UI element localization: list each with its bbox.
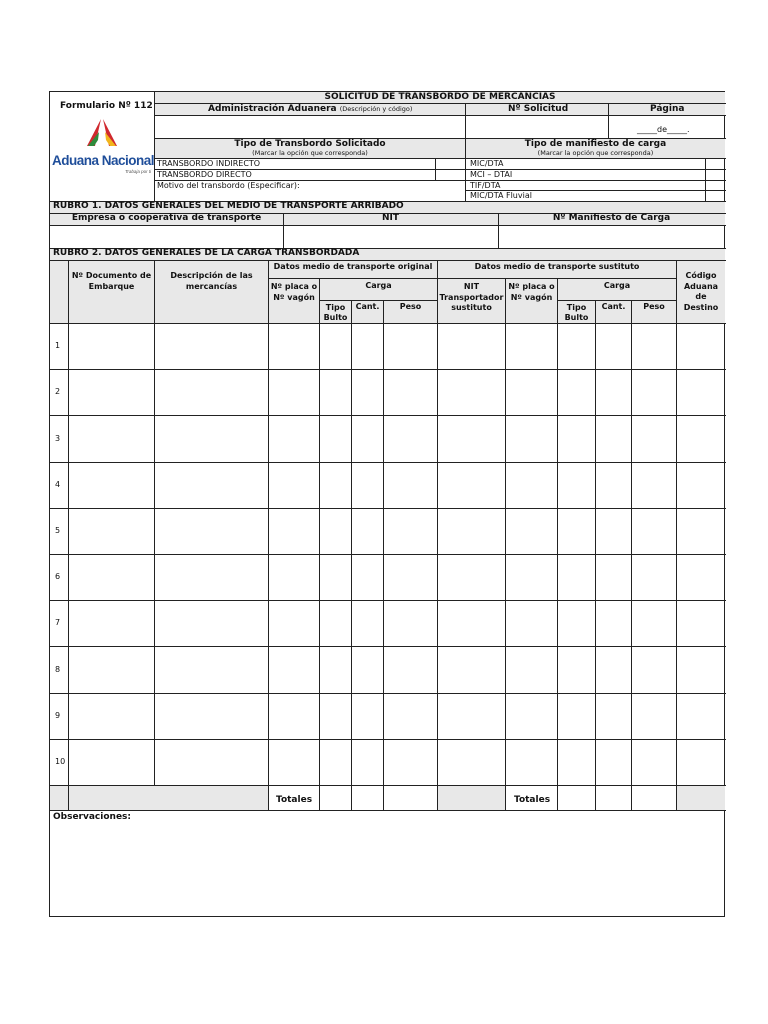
form-title: SOLICITUD DE TRANSBORDO DE MERCANCIAS: [324, 92, 556, 102]
option-mci-dtai: MCI – DTAI: [470, 170, 513, 179]
row-number: 4: [55, 479, 61, 489]
row-number: 5: [55, 525, 61, 535]
solicitud-field[interactable]: [466, 116, 608, 138]
row-number: 7: [55, 618, 61, 628]
table-row[interactable]: [69, 324, 725, 369]
col-codigo-aduana: Código Aduana de Destino: [683, 271, 719, 312]
col-datos-original: Datos medio de transporte original: [273, 262, 433, 271]
table-row[interactable]: [69, 463, 725, 508]
option-transbordo-directo: TRANSBORDO DIRECTO: [157, 170, 252, 179]
row-number: 1: [55, 341, 61, 351]
row-number: 10: [55, 756, 66, 766]
table-row[interactable]: [69, 601, 725, 646]
col-cant-sustituto: Cant.: [601, 302, 626, 311]
manifiesto-field[interactable]: [499, 226, 725, 248]
transbordo-form: [49, 91, 725, 917]
checkbox-transbordo-directo[interactable]: [435, 169, 465, 180]
col-datos-sustituto: Datos medio de transporte sustituto: [474, 262, 640, 271]
row-number: 9: [55, 710, 61, 720]
option-mic-dta-fluvial: MIC/DTA Fluvial: [470, 191, 532, 200]
col-descripcion: Descripción de las mercancías: [170, 271, 253, 291]
solicitud-label: Nº Solicitud: [508, 104, 569, 114]
col-carga-original: Carga: [365, 281, 392, 290]
table-row[interactable]: [69, 555, 725, 600]
col-nit-sustituto: NIT Transportador sustituto: [439, 282, 504, 312]
empresa-field[interactable]: [50, 226, 283, 248]
pagina-label: Página: [650, 104, 685, 114]
form-number: Formulario Nº 112: [60, 101, 153, 111]
table-row-divider: [50, 785, 726, 786]
option-mic-dta: MIC/DTA: [470, 159, 504, 168]
option-transbordo-indirecto: TRANSBORDO INDIRECTO: [157, 159, 261, 168]
table-row[interactable]: [69, 509, 725, 554]
manifiesto-hint: (Marcar la opción que corresponda): [537, 149, 654, 157]
observaciones-field[interactable]: [50, 824, 725, 916]
row-number: 2: [55, 387, 61, 397]
transbordo-title: Tipo de Transbordo Solicitado: [234, 139, 386, 149]
manifiesto-title: Tipo de manifiesto de carga: [524, 139, 667, 149]
table-row[interactable]: [69, 370, 725, 415]
logo-tagline: Trabaja por ti: [125, 169, 152, 174]
table-row[interactable]: [69, 694, 725, 739]
row-number: 3: [55, 433, 61, 443]
option-tif-dta: TIF/DTA: [470, 181, 501, 190]
rubro1-manifiesto: Nº Manifiesto de Carga: [552, 213, 671, 223]
motivo-label: Motivo del transbordo (Especificar):: [157, 181, 300, 190]
checkbox-manifiesto[interactable]: [705, 158, 726, 201]
transbordo-hint: (Marcar la opción que corresponda): [252, 149, 368, 157]
totales-sustituto: Totales: [514, 795, 551, 805]
row-number: 6: [55, 572, 61, 582]
admin-label: Administración Aduanera (Descripción y código): [208, 104, 413, 114]
rubro1-title: RUBRO 1. DATOS GENERALES DEL MEDIO DE TRANSPORTE ARRIBADO: [53, 201, 404, 211]
row-number: 8: [55, 664, 61, 674]
table-row[interactable]: [69, 740, 725, 785]
admin-field[interactable]: [155, 116, 465, 138]
table-row[interactable]: [69, 416, 725, 461]
logo-text: Aduana Nacional: [52, 153, 155, 168]
col-peso-sustituto: Peso: [643, 302, 665, 311]
rubro2-title: RUBRO 2. DATOS GENERALES DE LA CARGA TRANSBORDADA: [53, 248, 360, 258]
col-placa-sustituto: Nº placa o Nº vagón: [508, 282, 555, 302]
rubro1-nit: NIT: [381, 213, 400, 223]
col-cant-original: Cant.: [355, 302, 380, 311]
table-row[interactable]: [69, 647, 725, 692]
nit-field[interactable]: [284, 226, 498, 248]
observaciones-label: Observaciones:: [53, 812, 132, 822]
logo-mark-icon: [52, 116, 152, 156]
checkbox-transbordo-indirecto[interactable]: [435, 158, 465, 169]
pagina-value[interactable]: _____de_____.: [637, 125, 690, 134]
col-tipo-original: Tipo Bulto: [323, 303, 348, 322]
col-peso-original: Peso: [399, 302, 422, 311]
col-tipo-sustituto: Tipo Bulto: [564, 303, 589, 322]
col-doc-embarque: Nº Documento de Embarque: [71, 271, 152, 291]
totales-original: Totales: [276, 795, 313, 805]
col-carga-sustituto: Carga: [603, 281, 631, 290]
col-placa-original: Nº placa o Nº vagón: [270, 282, 318, 302]
rubro1-empresa: Empresa o cooperativa de transporte: [71, 213, 262, 223]
aduana-logo: [52, 116, 155, 176]
